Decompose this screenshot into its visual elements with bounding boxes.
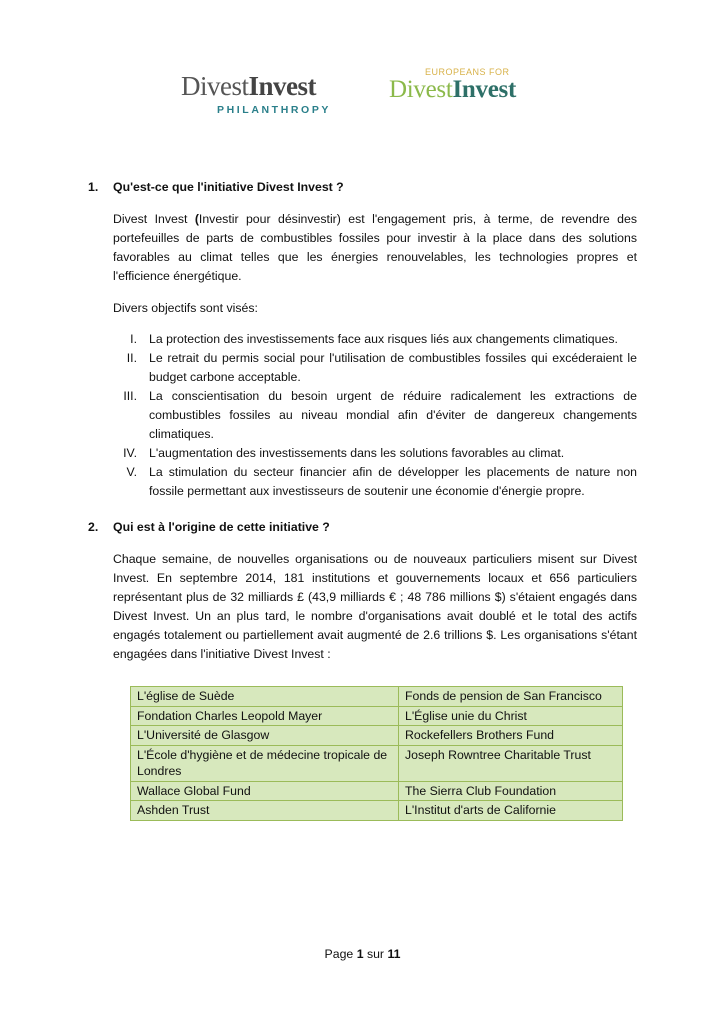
section-1-paragraph bbox=[113, 210, 637, 286]
table-cell: L'École d'hygiène et de médecine tropicale de Londres bbox=[131, 745, 399, 781]
text-span-bold: ( bbox=[194, 212, 199, 226]
objectives-intro: Divers objectifs sont visés: bbox=[113, 301, 258, 315]
footer-page-word: Page bbox=[324, 947, 357, 961]
section-1-heading bbox=[88, 178, 637, 197]
list-item bbox=[113, 387, 637, 444]
document-body bbox=[88, 178, 637, 821]
list-item bbox=[113, 444, 637, 463]
logo1-philanthropy: PHILANTHROPY bbox=[217, 104, 332, 116]
logo1-invest: Invest bbox=[248, 71, 317, 101]
list-item-number: V. bbox=[126, 465, 137, 479]
logo1-divest: Divest bbox=[181, 71, 249, 101]
table-cell: L'Université de Glasgow bbox=[131, 726, 399, 746]
objectives-list bbox=[113, 330, 637, 501]
logo2-europeans-for: EUROPEANS FOR bbox=[425, 67, 510, 77]
table-cell: L'Institut d'arts de Californie bbox=[399, 801, 623, 821]
page-footer bbox=[0, 947, 725, 961]
table-row bbox=[131, 687, 623, 707]
section-title: Qu'est-ce que l'initiative Divest Invest ? bbox=[113, 180, 344, 194]
list-item-number: III. bbox=[123, 389, 137, 403]
table-row bbox=[131, 781, 623, 801]
europeans-for-divest-invest-logo bbox=[389, 67, 516, 103]
divest-invest-philanthropy-logo bbox=[181, 72, 331, 116]
list-item bbox=[113, 463, 637, 501]
list-item-text: La stimulation du secteur financier afin de développer les placements de nature non fossile permettant aux investisseurs de soutenir une économie d'énergie propre. bbox=[149, 465, 637, 498]
list-item-number: IV. bbox=[123, 446, 137, 460]
table-row bbox=[131, 801, 623, 821]
table-cell: L'Église unie du Christ bbox=[399, 706, 623, 726]
table-row bbox=[131, 745, 623, 781]
table-cell: Rockefellers Brothers Fund bbox=[399, 726, 623, 746]
section-title: Qui est à l'origine de cette initiative ? bbox=[113, 520, 330, 534]
table-cell: Joseph Rowntree Charitable Trust bbox=[399, 745, 623, 781]
list-item-number: II. bbox=[126, 351, 137, 365]
logo2-divest: Divest bbox=[389, 76, 453, 103]
header-logos bbox=[0, 66, 725, 126]
table-cell: Fondation Charles Leopold Mayer bbox=[131, 706, 399, 726]
table-cell: Ashden Trust bbox=[131, 801, 399, 821]
list-item bbox=[113, 330, 637, 349]
table-cell: The Sierra Club Foundation bbox=[399, 781, 623, 801]
footer-total-pages: 11 bbox=[387, 947, 401, 961]
table-cell: Wallace Global Fund bbox=[131, 781, 399, 801]
table-cell: L'église de Suède bbox=[131, 687, 399, 707]
footer-of-word: sur bbox=[363, 947, 388, 961]
list-item-text: La conscientisation du besoin urgent de réduire radicalement les extractions de combustibles fossiles au niveau mondial afin d'éviter de dangereux changements climatiques. bbox=[149, 389, 637, 441]
list-item bbox=[113, 349, 637, 387]
table-row bbox=[131, 706, 623, 726]
list-item-text: L'augmentation des investissements dans les solutions favorables au climat. bbox=[149, 446, 565, 460]
table-row bbox=[131, 726, 623, 746]
text-span: Investir pour désinvestir) est l'engagement pris, à terme, de revendre des portefeuilles de parts de combustibles fossiles pour investir à la place dans des solutions favorables au climat telles que les énergies renouvelables, les technologies propres et l'efficience énergétique. bbox=[113, 212, 638, 283]
section-2-paragraph: Chaque semaine, de nouvelles organisations ou de nouveaux particuliers misent sur Divest Invest. En septembre 2014, 181 institutions et gouvernements locaux et 656 particuliers représentant plus de 32 milliards £ (43,9 milliards € ; 48 786 millions $) s'étaient engagés dans Divest Invest. Un an plus tard, le nombre d'organisations avait doublé et le total des actifs engagés totalement ou partiellement avait augmenté de 2.6 trillions $. Les organisations s'étant engagées dans l'initiative Divest Invest : bbox=[113, 552, 637, 661]
section-2-heading bbox=[88, 518, 637, 537]
list-item-text: Le retrait du permis social pour l'utilisation de combustibles fossiles qui excéderaient le budget carbone acceptable. bbox=[149, 351, 637, 384]
footer-page-number: 1 bbox=[356, 947, 364, 961]
list-item-number: I. bbox=[130, 332, 137, 346]
section-number: 2. bbox=[88, 520, 99, 534]
table-cell: Fonds de pension de San Francisco bbox=[399, 687, 623, 707]
section-number: 1. bbox=[88, 180, 99, 194]
text-span: Divest Invest bbox=[113, 212, 195, 226]
list-item-text: La protection des investissements face aux risques liés aux changements climatiques. bbox=[149, 332, 618, 346]
logo2-invest: Invest bbox=[452, 76, 516, 103]
organizations-table bbox=[130, 686, 623, 821]
